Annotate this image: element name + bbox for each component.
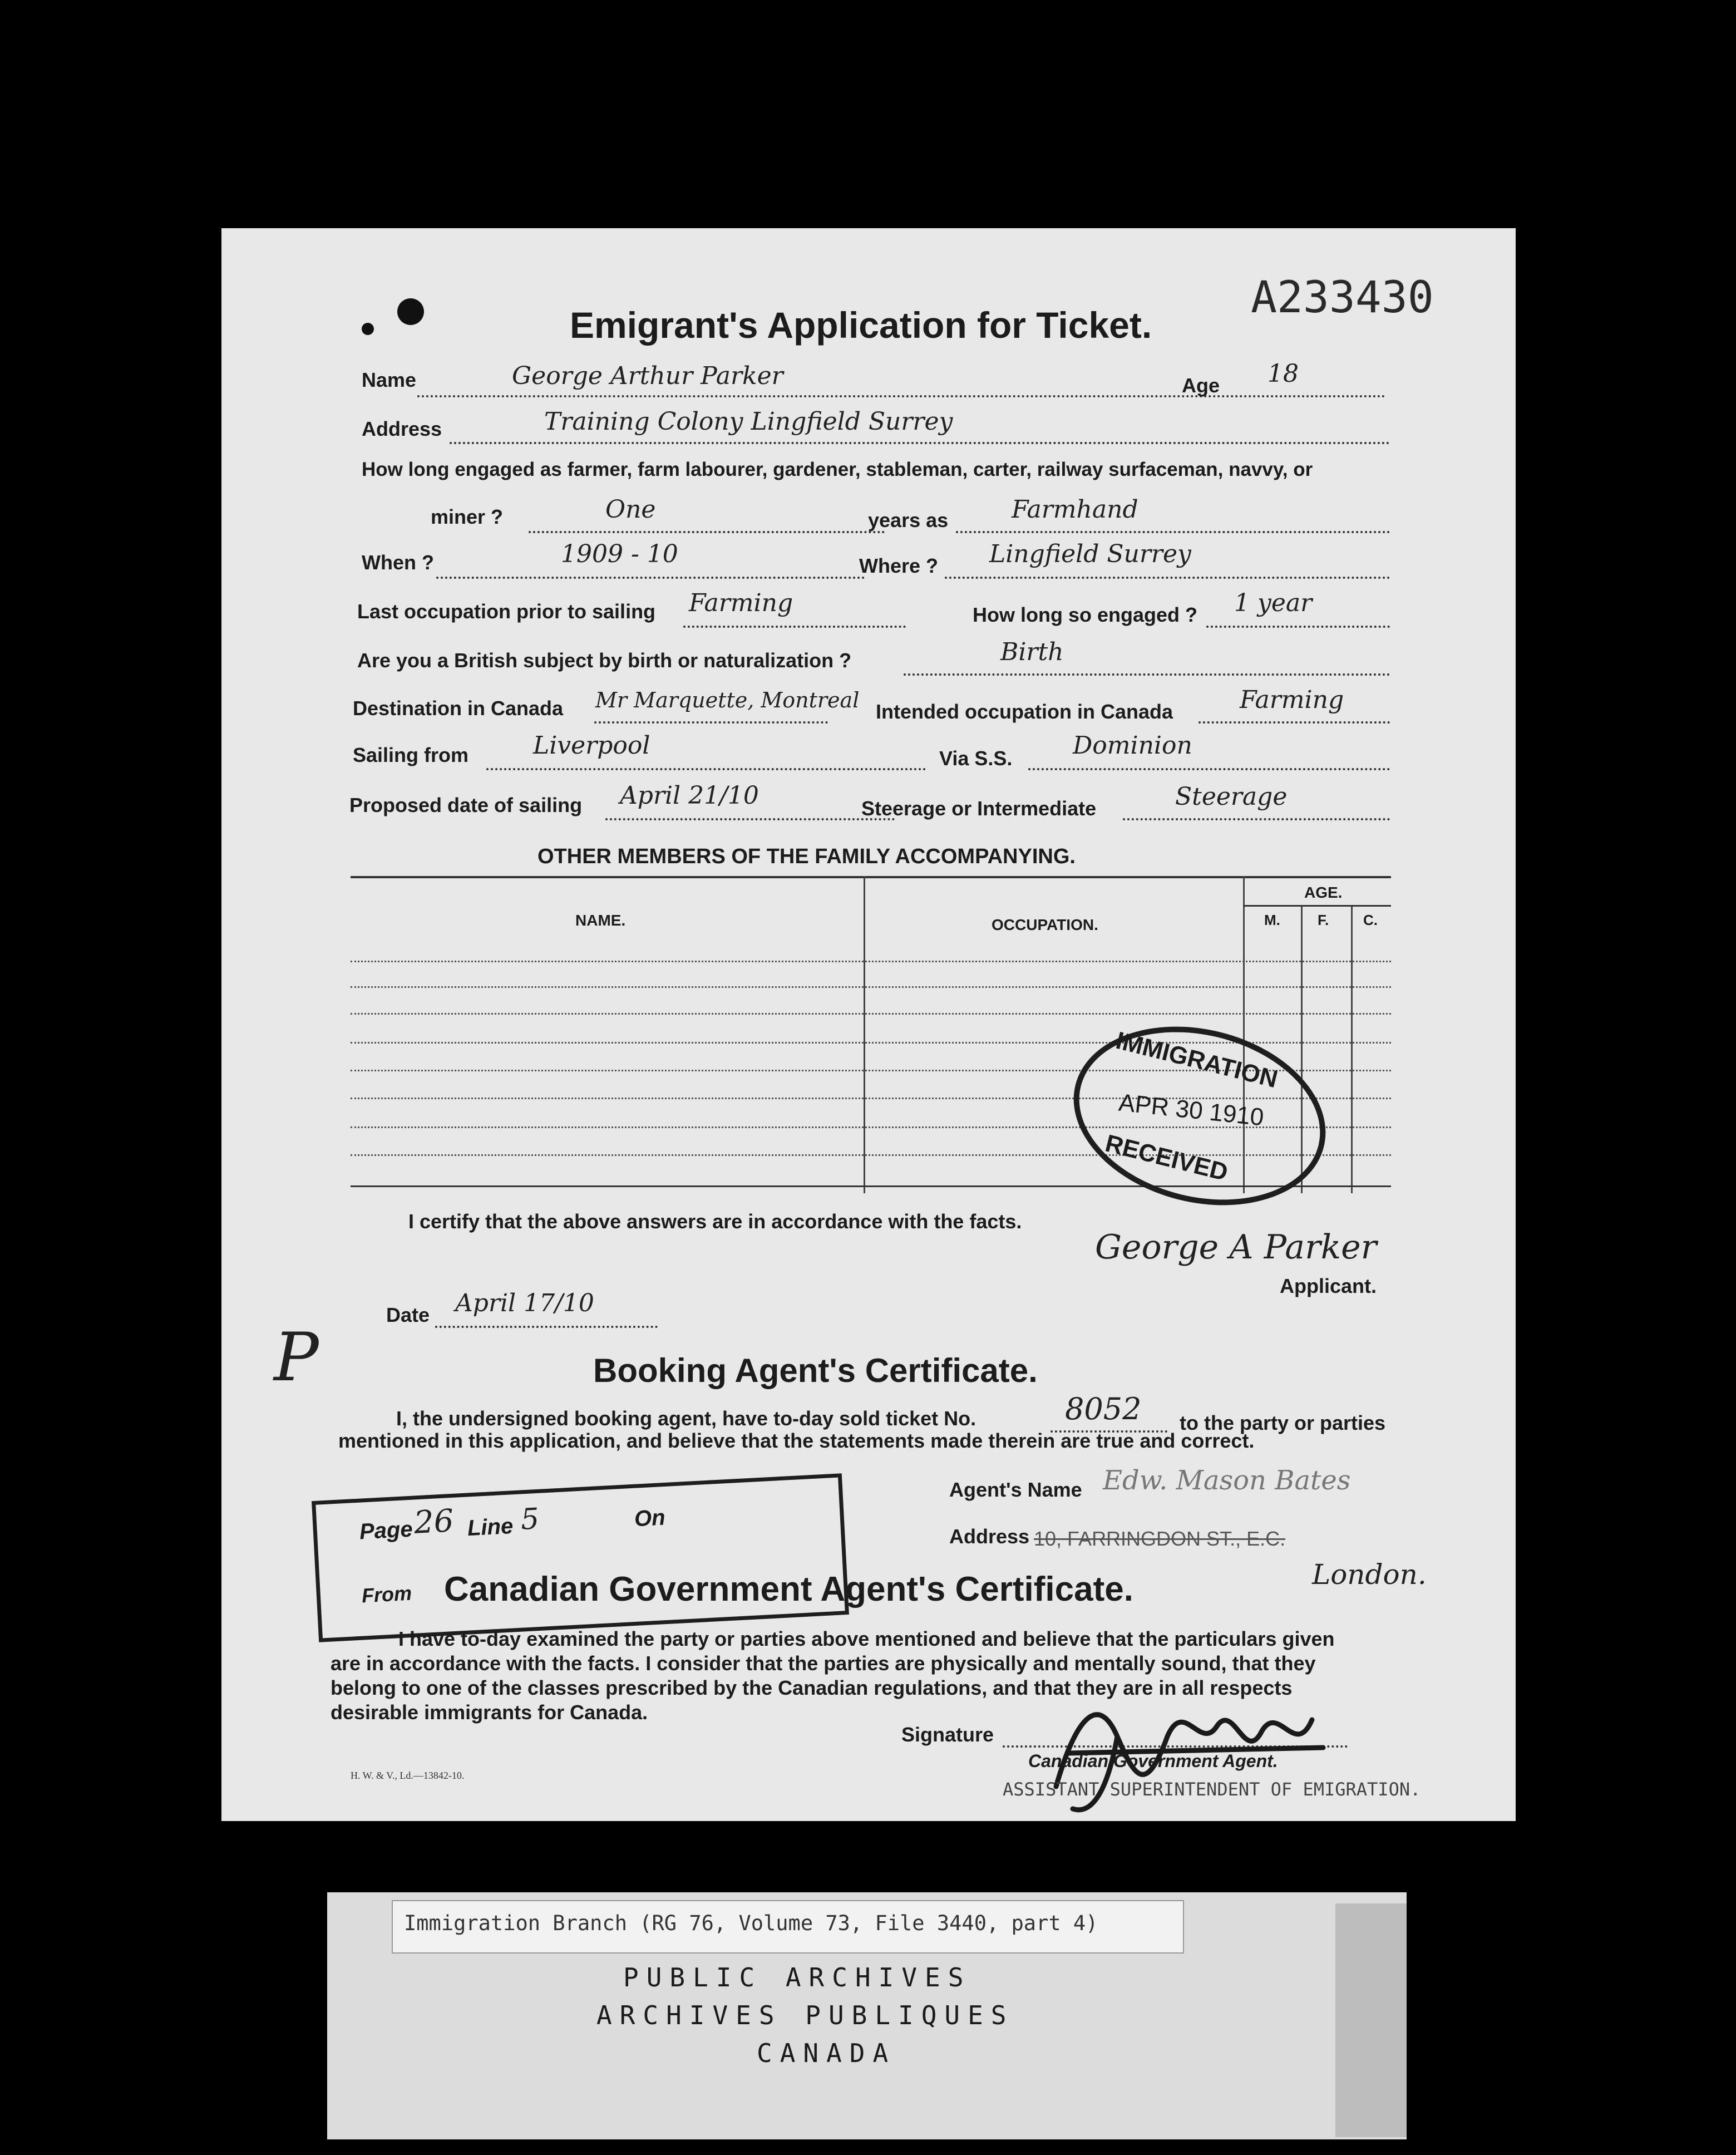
booking-title: Booking Agent's Certificate. <box>593 1352 1038 1389</box>
box-line-label: Line <box>466 1513 514 1541</box>
how-long-engaged-value: 1 year <box>1234 589 1313 617</box>
years-as-line <box>956 531 1390 533</box>
serial-number: A233430 <box>1251 273 1434 323</box>
archive-reference: Immigration Branch (RG 76, Volume 73, File 3440, part 4) <box>404 1911 1098 1935</box>
british-subject-line <box>904 673 1390 676</box>
via-ss-line <box>1028 768 1390 770</box>
last-occupation-label: Last occupation prior to sailing <box>357 600 656 623</box>
steerage-label: Steerage or Intermediate <box>861 797 1097 820</box>
when-value: 1909 - 10 <box>561 540 678 568</box>
proposed-date-label: Proposed date of sailing <box>349 794 583 816</box>
agent-name-label: Agent's Name <box>949 1478 1082 1501</box>
steerage-value: Steerage <box>1175 783 1288 811</box>
signature-caption: Canadian Government Agent. <box>1028 1751 1278 1771</box>
family-col-age: AGE. <box>1304 884 1343 901</box>
steerage-line <box>1123 818 1390 820</box>
stamp-bottom-text: RECEIVED <box>1102 1129 1231 1187</box>
how-long-question: How long engaged as farmer, farm labourer, gardener, stableman, carter, railway surfaceman, navvy, or <box>362 459 1313 480</box>
family-col-occupation: OCCUPATION. <box>992 916 1098 933</box>
box-page-value: 26 <box>413 1503 455 1541</box>
address-value: Training Colony Lingfield Surrey <box>544 407 953 436</box>
intended-occupation-value: Farming <box>1240 686 1344 714</box>
family-table-row <box>351 1013 1391 1015</box>
destination-value: Mr Marquette, Montreal <box>595 688 860 712</box>
sailing-from-value: Liverpool <box>533 731 650 760</box>
miner-label: miner ? <box>431 505 504 528</box>
archive-line-2: ARCHIVES PUBLIQUES <box>596 2000 1014 2030</box>
signature-label: Signature <box>901 1723 994 1746</box>
government-para-line-4: desirable immigrants for Canada. <box>331 1701 648 1724</box>
margin-mark: P <box>274 1319 319 1396</box>
years-as-value: Farmhand <box>1012 495 1138 524</box>
destination-label: Destination in Canada <box>353 697 564 720</box>
agent-name-value: Edw. Mason Bates <box>1103 1465 1351 1496</box>
booking-line-1a: I, the undersigned booking agent, have to-day sold ticket No. <box>396 1407 976 1430</box>
box-page-label: Page <box>358 1517 413 1544</box>
years-as-label: years as <box>868 509 949 532</box>
government-para-line-1: I have to-day examined the party or parties above mentioned and believe that the particulars given <box>398 1627 1335 1650</box>
british-subject-value: Birth <box>1000 638 1064 666</box>
last-occupation-line <box>683 626 906 628</box>
address-label: Address <box>362 417 442 440</box>
date-line <box>435 1326 658 1328</box>
family-table-divider <box>864 876 865 1193</box>
where-line <box>945 577 1390 579</box>
applicant-signature: George A Parker <box>1095 1228 1377 1267</box>
british-subject-label: Are you a British subject by birth or naturalization ? <box>357 649 852 672</box>
where-label: Where ? <box>859 554 939 577</box>
punch-hole-mark <box>362 323 374 335</box>
family-age-subheader-line <box>1243 905 1391 907</box>
family-col-name: NAME. <box>575 912 626 929</box>
name-line <box>417 395 1385 397</box>
government-para-line-3: belong to one of the classes prescribed by the Canadian regulations, and that they are in all respects <box>331 1676 1293 1699</box>
box-line-value: 5 <box>520 1502 540 1537</box>
where-value: Lingfield Surrey <box>989 540 1191 568</box>
age-value: 18 <box>1268 360 1299 388</box>
ticket-number: 8052 <box>1065 1391 1142 1426</box>
box-from-label: From <box>361 1581 412 1607</box>
stamp-top-text: IMMIGRATION <box>1113 1026 1281 1094</box>
family-table-divider <box>1351 906 1353 1193</box>
intended-occupation-line <box>1199 721 1390 724</box>
application-form <box>221 228 1516 1821</box>
applicant-caption: Applicant. <box>1280 1275 1377 1297</box>
family-col-m: M. <box>1264 912 1280 928</box>
proposed-date-value: April 21/10 <box>620 781 759 810</box>
archive-line-3: CANADA <box>757 2038 896 2068</box>
sailing-from-label: Sailing from <box>353 744 469 766</box>
superintendent-stamp: ASSISTANT SUPERINTENDENT OF EMIGRATION. <box>1003 1779 1421 1800</box>
stamp-date: APR 30 1910 <box>1117 1089 1265 1131</box>
sailing-from-line <box>486 768 926 770</box>
booking-line-2: mentioned in this application, and believe that the statements made therein are true and correct. <box>338 1429 1255 1452</box>
name-value: George Arthur Parker <box>512 362 783 390</box>
date-value: April 17/10 <box>455 1289 594 1317</box>
booking-line-1b: to the party or parties <box>1180 1411 1386 1434</box>
age-label: Age <box>1182 374 1220 397</box>
government-para-line-2: are in accordance with the facts. I consider that the parties are physically and mentally sound, that they <box>331 1652 1316 1675</box>
via-ss-label: Via S.S. <box>939 747 1013 770</box>
family-heading: OTHER MEMBERS OF THE FAMILY ACCOMPANYING. <box>537 845 1076 868</box>
government-title: Canadian Government Agent's Certificate. <box>444 1570 1133 1608</box>
address-line <box>450 442 1390 444</box>
when-line <box>436 577 865 579</box>
family-col-c: C. <box>1363 912 1378 928</box>
when-label: When ? <box>362 551 434 574</box>
proposed-date-line <box>605 818 895 820</box>
printer-mark: H. W. & V., Ld.—13842-10. <box>351 1770 465 1781</box>
address-handwritten: London. <box>1312 1558 1427 1591</box>
how-long-engaged-line <box>1206 626 1390 628</box>
family-col-f: F. <box>1318 912 1329 928</box>
family-table-top-border <box>351 876 1391 878</box>
address-printed: 10, FARRINGDON ST., E.C. <box>1034 1527 1286 1550</box>
last-occupation-value: Farming <box>689 589 793 617</box>
miner-line <box>529 531 885 533</box>
date-label: Date <box>386 1303 430 1326</box>
destination-line <box>594 721 828 724</box>
archive-label-edge <box>1335 1903 1407 2137</box>
address-label-booking: Address <box>949 1525 1030 1548</box>
certify-statement: I certify that the above answers are in accordance with the facts. <box>408 1210 1022 1233</box>
form-title: Emigrant's Application for Ticket. <box>570 304 1152 346</box>
family-table-row <box>351 986 1391 988</box>
box-on-label: On <box>633 1505 666 1532</box>
miner-value: One <box>605 495 656 524</box>
page-line-box-stamp <box>312 1473 849 1642</box>
punch-hole-mark <box>397 298 424 325</box>
via-ss-value: Dominion <box>1073 731 1192 760</box>
how-long-engaged-label: How long so engaged ? <box>973 603 1197 626</box>
family-table-row <box>351 961 1391 962</box>
archive-line-1: PUBLIC ARCHIVES <box>623 1962 971 1992</box>
name-label: Name <box>362 368 417 391</box>
intended-occupation-label: Intended occupation in Canada <box>876 700 1173 723</box>
